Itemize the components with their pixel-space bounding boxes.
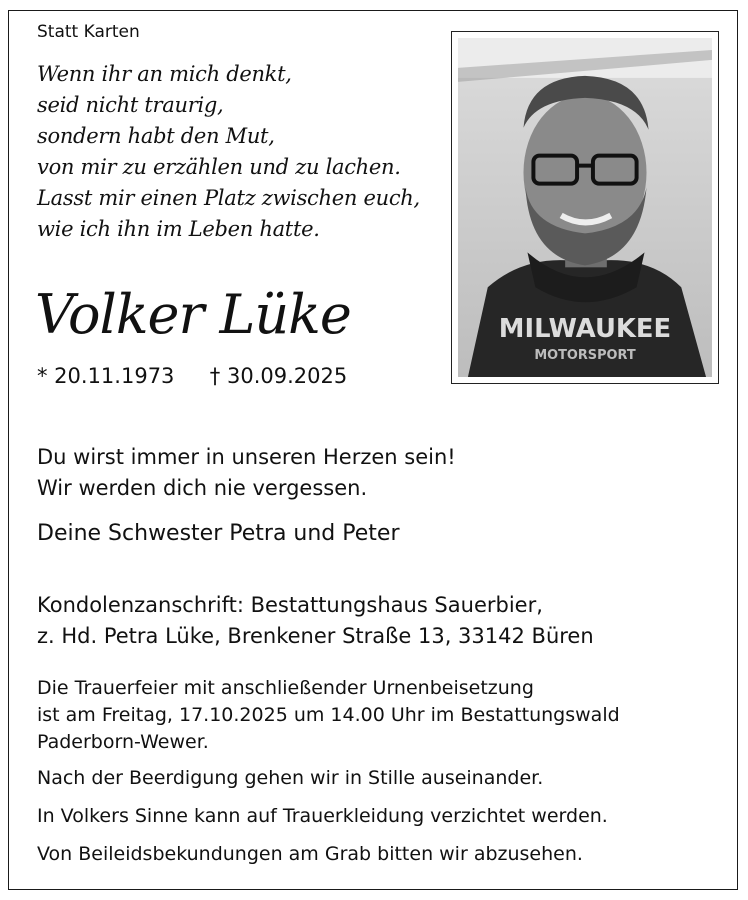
condolence-address <box>37 590 594 652</box>
portrait-illustration <box>458 38 712 377</box>
condolence-line: Kondolenzanschrift: Bestattungshaus Sauerbier, <box>37 593 543 617</box>
shirt-print-sub: MOTORSPORT <box>534 348 636 364</box>
ceremony-info <box>37 675 620 756</box>
condolence-line: z. Hd. Petra Lüke, Brenkener Straße 13, 33142 Büren <box>37 624 594 648</box>
statt-karten-label: Statt Karten <box>37 22 140 42</box>
message-line: Wir werden dich nie vergessen. <box>37 476 368 500</box>
signature: Deine Schwester Petra und Peter <box>37 521 400 546</box>
death-date: † 30.09.2025 <box>209 364 348 388</box>
poem-line: von mir zu erzählen und zu lachen. <box>37 155 401 179</box>
poem-line: Wenn ihr an mich denkt, <box>37 62 292 86</box>
poem-line: wie ich ihn im Leben hatte. <box>37 217 320 241</box>
shirt-print: MILWAUKEE <box>498 314 672 345</box>
deceased-name: Volker Lüke <box>35 283 351 346</box>
message-line: Du wirst immer in unseren Herzen sein! <box>37 445 456 469</box>
poem-line: sondern habt den Mut, <box>37 124 275 148</box>
birth-date: * 20.11.1973 <box>37 364 175 388</box>
poem-line: seid nicht traurig, <box>37 93 224 117</box>
message <box>37 442 456 504</box>
ceremony-line: ist am Freitag, 17.10.2025 um 14.00 Uhr im Bestattungswald <box>37 704 620 726</box>
note-line: Von Beileidsbekundungen am Grab bitten wir abzusehen. <box>37 843 583 865</box>
poem-line: Lasst mir einen Platz zwischen euch, <box>37 186 420 210</box>
ceremony-line: Die Trauerfeier mit anschließender Urnenbeisetzung <box>37 677 534 699</box>
poem <box>37 59 420 245</box>
ceremony-line: Paderborn-Wewer. <box>37 731 209 753</box>
note-line: Nach der Beerdigung gehen wir in Stille auseinander. <box>37 767 544 789</box>
life-dates <box>37 364 347 388</box>
portrait-photo <box>451 31 719 384</box>
note-line: In Volkers Sinne kann auf Trauerkleidung verzichtet werden. <box>37 805 608 827</box>
